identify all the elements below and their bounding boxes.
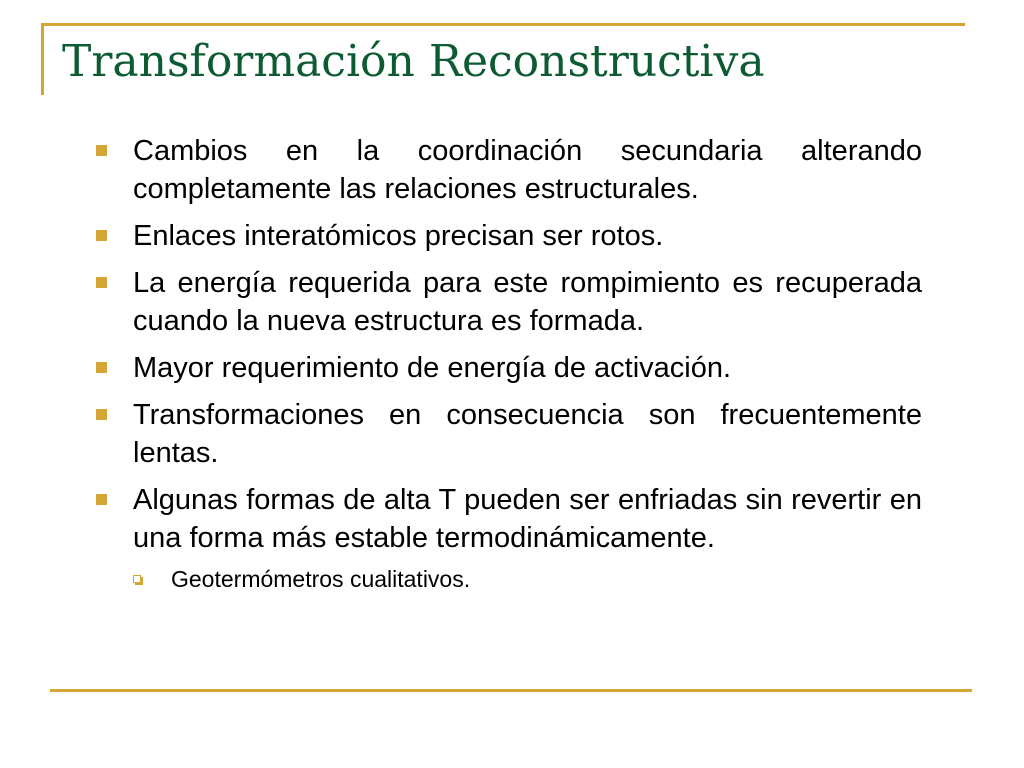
square-bullet-icon xyxy=(96,277,107,288)
hollow-square-bullet-icon xyxy=(133,575,141,583)
bullet-list xyxy=(96,132,922,594)
bullet-text: Algunas formas de alta T pueden ser enfriadas sin revertir en una forma más estable termodinámicamente. xyxy=(133,484,922,554)
bullet-text: La energía requerida para este rompimiento es recuperada cuando la nueva estructura es formada. xyxy=(133,267,922,337)
square-bullet-icon xyxy=(96,362,107,373)
bullet-item xyxy=(96,349,922,387)
square-bullet-icon xyxy=(96,409,107,420)
square-bullet-icon xyxy=(96,494,107,505)
square-bullet-icon xyxy=(96,145,107,156)
bullet-text: Transformaciones en consecuencia son frecuentemente lentas. xyxy=(133,399,922,469)
bullet-item xyxy=(96,481,922,557)
bullet-item xyxy=(96,132,922,208)
bullet-text: Cambios en la coordinación secundaria alterando completamente las relaciones estructurales. xyxy=(133,135,922,205)
bottom-divider xyxy=(50,689,972,692)
top-divider xyxy=(41,23,965,26)
bullet-item xyxy=(96,264,922,340)
slide-title: Transformación Reconstructiva xyxy=(62,36,765,87)
left-divider xyxy=(41,23,44,95)
square-bullet-icon xyxy=(96,230,107,241)
sub-bullet-text: Geotermómetros cualitativos. xyxy=(171,566,471,592)
bullet-item xyxy=(96,217,922,255)
bullet-item xyxy=(96,396,922,472)
bullet-text: Enlaces interatómicos precisan ser rotos. xyxy=(133,220,664,252)
bullet-text: Mayor requerimiento de energía de activación. xyxy=(133,352,732,384)
sub-bullet-item xyxy=(133,564,922,594)
